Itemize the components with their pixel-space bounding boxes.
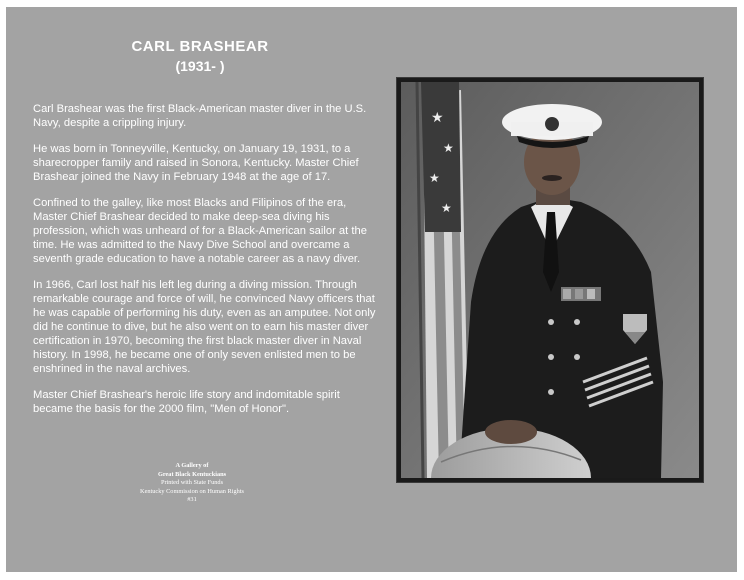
svg-text:★: ★ xyxy=(429,171,440,185)
credits-line: Kentucky Commission on Human Rights xyxy=(140,487,244,495)
bio-paragraph: Master Chief Brashear's heroic life story and indomitable spirit became the basis for the 2000 film, "Men of Honor". xyxy=(33,389,340,415)
svg-text:★: ★ xyxy=(443,141,454,155)
credits-line: #31 xyxy=(187,496,197,503)
bio-paragraph: Confined to the galley, like most Blacks and Filipinos of the era, Master Chief Brashear decided to make deep-sea diving his profession, which was unheard of for a Black-American sailor at the time. He was admitted to the Navy Dive School and overcame a seventh grade education to have a notable career as a navy diver. xyxy=(33,197,367,265)
credits-line: Great Black Kentuckians xyxy=(157,470,227,478)
portrait-photo xyxy=(401,82,699,478)
header xyxy=(30,37,370,76)
bio-paragraph: In 1966, Carl lost half his left leg during a diving mission. Through remarkable courage and force of will, he convinced Navy officers that he was capable of performing his duty, even as an amputee. Not only did he continue to dive, but he also went on to earn his master diver certification in 1970, becoming the first black master diver in Naval history. In 1998, he became one of only seven enlisted men to be enshrined in the naval archives. xyxy=(33,279,376,375)
credits-line: Printed with State Funds xyxy=(160,479,224,486)
svg-text:★: ★ xyxy=(431,110,444,126)
bio-paragraph: Carl Brashear was the first Black-American master diver in the U.S. Navy, despite a crippling injury. xyxy=(33,103,367,129)
photo-frame xyxy=(396,77,704,483)
credits xyxy=(110,462,274,505)
bio-paragraph: He was born in Tonneyville, Kentucky, on January 19, 1931, to a sharecropper family and raised in Sonora, Kentucky. Master Chief Brashear joined the Navy in February 1948 at the age of 17. xyxy=(33,143,359,183)
credits-line: A Gallery of xyxy=(175,462,209,469)
svg-text:★: ★ xyxy=(441,201,452,215)
page-title: CARL BRASHEAR xyxy=(131,38,269,55)
poster xyxy=(6,7,737,572)
life-years: (1931- ) xyxy=(175,58,225,74)
biography xyxy=(33,102,381,428)
